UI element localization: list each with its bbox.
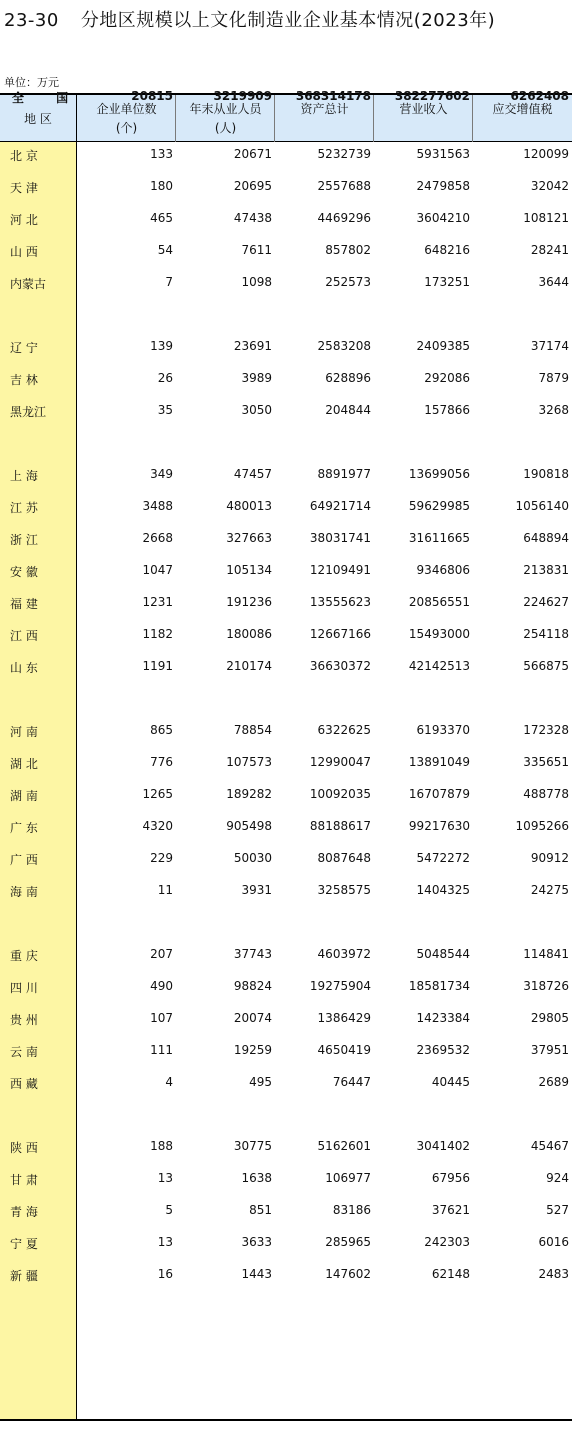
cell-c2: 23691: [233, 339, 272, 353]
cell-c3: 4469296: [317, 211, 371, 225]
cell-c3: 4650419: [317, 1043, 371, 1057]
national-total-row: [0, 86, 572, 108]
region-name: 宁 夏: [10, 1237, 38, 1251]
cell-c4: 37621: [431, 1203, 470, 1217]
region-name: 云 南: [10, 1045, 38, 1059]
cell-c5: 6016: [538, 1235, 569, 1249]
cell-c3: 19275904: [309, 979, 371, 993]
cell-c5: 527: [546, 1203, 569, 1217]
cell-c1: 16: [157, 1267, 173, 1281]
region-name: 海 南: [10, 885, 38, 899]
table-row: [0, 1136, 572, 1158]
region-name: 陕 西: [10, 1141, 38, 1155]
region-name: 吉 林: [10, 373, 38, 387]
cell-c4: 292086: [424, 371, 470, 385]
cell-c2: 78854: [233, 723, 272, 737]
cell-c4: 67956: [431, 1171, 470, 1185]
cell-c3: 6322625: [317, 723, 371, 737]
region-name: 重 庆: [10, 949, 38, 963]
cell-c3: 38031741: [309, 531, 371, 545]
cell-c3: 252573: [325, 275, 371, 289]
cell-c1: 1182: [142, 627, 173, 641]
cell-c4: 15493000: [408, 627, 470, 641]
table-row: [0, 1008, 572, 1030]
region-name: 江 苏: [10, 501, 38, 515]
cell-c1: 1231: [142, 595, 173, 609]
table-row: [0, 624, 572, 646]
table-row: [0, 240, 572, 262]
cell-c4: 3041402: [416, 1139, 470, 1153]
cell-c2: 20671: [233, 147, 272, 161]
region-name: 安 徽: [10, 565, 38, 579]
cell-c3: 76447: [332, 1075, 371, 1089]
cell-c2: 210174: [226, 659, 272, 673]
cell-c2: 47438: [233, 211, 272, 225]
cell-c4: 5048544: [416, 947, 470, 961]
cell-c4: 9346806: [416, 563, 470, 577]
table-row: [0, 496, 572, 518]
cell-c4: 13699056: [408, 467, 470, 481]
cell-c1: 865: [150, 723, 173, 737]
cell-c4: 5472272: [416, 851, 470, 865]
region-name: 新 疆: [10, 1269, 38, 1283]
cell-c2: 851: [249, 1203, 272, 1217]
cell-c3: 147602: [325, 1267, 371, 1281]
cell-c2: 107573: [226, 755, 272, 769]
cell-c3: 8891977: [317, 467, 371, 481]
region-name: 广 西: [10, 853, 38, 867]
cell-c1: 776: [150, 755, 173, 769]
table-row: [0, 336, 572, 358]
cell-c4: 157866: [424, 403, 470, 417]
cell-c4: 18581734: [408, 979, 470, 993]
cell-c4: 242303: [424, 1235, 470, 1249]
table-row: [0, 1232, 572, 1254]
cell-c2: 19259: [233, 1043, 272, 1057]
cell-c5: 924: [546, 1171, 569, 1185]
cell-c1: 5: [165, 1203, 173, 1217]
cell-c5: 90912: [530, 851, 569, 865]
table-number: 23-30: [4, 10, 59, 31]
cell-c4: 62148: [431, 1267, 470, 1281]
region-name: 上 海: [10, 469, 38, 483]
cell-c5: 335651: [523, 755, 569, 769]
cell-c5: 2483: [538, 1267, 569, 1281]
table-title-text: 分地区规模以上文化制造业企业基本情况(2023年): [80, 10, 496, 31]
cell-c3: 12990047: [309, 755, 371, 769]
cell-c5: 172328: [523, 723, 569, 737]
cell-c2: 20695: [233, 179, 272, 193]
cell-c1: 465: [150, 211, 173, 225]
cell-c2: 37743: [233, 947, 272, 961]
region-name: 江 西: [10, 629, 38, 643]
header-total-assets-label: 资产总计: [300, 102, 349, 116]
cell-c1: 349: [150, 467, 173, 481]
cell-c4: 16707879: [408, 787, 470, 801]
cell-c5: 566875: [523, 659, 569, 673]
cell-c3: 12667166: [309, 627, 371, 641]
cell-c3: 3258575: [317, 883, 371, 897]
cell-c2: 20074: [233, 1011, 272, 1025]
cell-c3: 628896: [325, 371, 371, 385]
cell-c1: 139: [150, 339, 173, 353]
region-name: 黑龙江: [10, 405, 47, 419]
cell-c1: 207: [150, 947, 173, 961]
region-name: 福 建: [10, 597, 38, 611]
region-name: 河 北: [10, 213, 38, 227]
cell-c3: 106977: [325, 1171, 371, 1185]
table-row: [0, 528, 572, 550]
table-row: [0, 1040, 572, 1062]
cell-c5: 120099: [523, 147, 569, 161]
region-name: 河 南: [10, 725, 38, 739]
cell-c3: 857802: [325, 243, 371, 257]
table-row: [0, 464, 572, 486]
table-row: [0, 976, 572, 998]
cell-c4: 40445: [431, 1075, 470, 1089]
cell-c1: 180: [150, 179, 173, 193]
cell-c2: 189282: [226, 787, 272, 801]
cell-c4: 1423384: [416, 1011, 470, 1025]
cell-c5: 45467: [530, 1139, 569, 1153]
table-row: [0, 848, 572, 870]
table-row: [0, 784, 572, 806]
region-name: 天 津: [10, 181, 38, 195]
cell-c5: 7879: [538, 371, 569, 385]
header-vat-payable-label: 应交增值税: [492, 102, 553, 116]
region-name: 四 川: [10, 981, 38, 995]
cell-c1: 11: [157, 883, 173, 897]
cell-c4: 20856551: [408, 595, 470, 609]
table-title: [4, 6, 495, 32]
cell-c1: 7: [165, 275, 173, 289]
cell-c3: 88188617: [309, 819, 371, 833]
table-row: [0, 720, 572, 742]
cell-c2: 3633: [241, 1235, 272, 1249]
cell-c4: 99217630: [408, 819, 470, 833]
cell-c4: 648216: [424, 243, 470, 257]
cell-c5: 254118: [523, 627, 569, 641]
cell-c3: 12109491: [309, 563, 371, 577]
cell-c3: 13555623: [309, 595, 371, 609]
table-row: [0, 1200, 572, 1222]
cell-c2: 3989: [241, 371, 272, 385]
region-name: 西 藏: [10, 1077, 38, 1091]
cell-c3: 36630372: [309, 659, 371, 673]
region-name: 全 国: [12, 91, 83, 105]
cell-c1: 107: [150, 1011, 173, 1025]
cell-c2: 327663: [226, 531, 272, 545]
table-row: [0, 1168, 572, 1190]
cell-c2: 495: [249, 1075, 272, 1089]
region-name: 广 东: [10, 821, 38, 835]
cell-c1: 3488: [142, 499, 173, 513]
cell-c4: 42142513: [408, 659, 470, 673]
region-name: 内蒙古: [10, 277, 47, 291]
cell-c3: 8087648: [317, 851, 371, 865]
cell-c1: 54: [157, 243, 173, 257]
cell-c1: 111: [150, 1043, 173, 1057]
cell-c5: 28241: [530, 243, 569, 257]
cell-c1: 20815: [131, 89, 173, 103]
cell-c1: 13: [157, 1171, 173, 1185]
cell-c1: 1047: [142, 563, 173, 577]
table-row: [0, 944, 572, 966]
cell-c5: 37951: [530, 1043, 569, 1057]
cell-c2: 191236: [226, 595, 272, 609]
cell-c4: 5931563: [416, 147, 470, 161]
header-employees-unit: (人): [214, 121, 237, 135]
cell-c5: 1056140: [515, 499, 569, 513]
cell-c3: 2583208: [317, 339, 371, 353]
cell-c2: 1443: [241, 1267, 272, 1281]
cell-c5: 1095266: [515, 819, 569, 833]
cell-c5: 114841: [523, 947, 569, 961]
table-row: [0, 560, 572, 582]
cell-c4: 6193370: [416, 723, 470, 737]
table-row: [0, 176, 572, 198]
cell-c1: 4320: [142, 819, 173, 833]
cell-c1: 2668: [142, 531, 173, 545]
region-column-background: [0, 142, 76, 1419]
cell-c3: 285965: [325, 1235, 371, 1249]
cell-c5: 213831: [523, 563, 569, 577]
unit-label: 单位：万元: [4, 76, 59, 89]
cell-c1: 490: [150, 979, 173, 993]
region-name: 甘 肃: [10, 1173, 38, 1187]
cell-c5: 2689: [538, 1075, 569, 1089]
region-name: 北 京: [10, 149, 38, 163]
cell-c5: 318726: [523, 979, 569, 993]
cell-c5: 3268: [538, 403, 569, 417]
table-row: [0, 144, 572, 166]
cell-c3: 10092035: [309, 787, 371, 801]
region-name: 湖 北: [10, 757, 38, 771]
cell-c4: 59629985: [408, 499, 470, 513]
table-row: [0, 816, 572, 838]
cell-c3: 204844: [325, 403, 371, 417]
table-row: [0, 752, 572, 774]
cell-c1: 188: [150, 1139, 173, 1153]
header-revenue-label: 营业收入: [399, 102, 448, 116]
cell-c3: 2557688: [317, 179, 371, 193]
table-row: [0, 400, 572, 422]
region-name: 贵 州: [10, 1013, 38, 1027]
cell-c1: 1265: [142, 787, 173, 801]
cell-c2: 1638: [241, 1171, 272, 1185]
cell-c5: 24275: [530, 883, 569, 897]
cell-c5: 37174: [530, 339, 569, 353]
table-row: [0, 272, 572, 294]
cell-c3: 1386429: [317, 1011, 371, 1025]
table-row: [0, 208, 572, 230]
cell-c4: 2479858: [416, 179, 470, 193]
cell-c3: 5232739: [317, 147, 371, 161]
region-name: 辽 宁: [10, 341, 38, 355]
header-enterprise-count-label: 企业单位数: [96, 102, 157, 116]
cell-c4: 3604210: [416, 211, 470, 225]
cell-c2: 3931: [241, 883, 272, 897]
cell-c1: 133: [150, 147, 173, 161]
cell-c1: 229: [150, 851, 173, 865]
cell-c5: 224627: [523, 595, 569, 609]
region-name: 浙 江: [10, 533, 38, 547]
cell-c3: 5162601: [317, 1139, 371, 1153]
cell-c3: 64921714: [309, 499, 371, 513]
region-name: 青 海: [10, 1205, 38, 1219]
cell-c4: 2369532: [416, 1043, 470, 1057]
cell-c5: 6262408: [510, 89, 569, 103]
cell-c2: 98824: [233, 979, 272, 993]
table-row: [0, 656, 572, 678]
cell-c2: 180086: [226, 627, 272, 641]
cell-c5: 190818: [523, 467, 569, 481]
cell-c4: 13891049: [408, 755, 470, 769]
cell-c2: 1098: [241, 275, 272, 289]
cell-c4: 382277602: [394, 89, 470, 103]
cell-c4: 2409385: [416, 339, 470, 353]
header-region: 地 区: [24, 111, 52, 126]
cell-c4: 1404325: [416, 883, 470, 897]
cell-c3: 4603972: [317, 947, 371, 961]
table-row: [0, 368, 572, 390]
cell-c2: 105134: [226, 563, 272, 577]
cell-c2: 3219909: [213, 89, 272, 103]
table-row: [0, 1072, 572, 1094]
cell-c5: 108121: [523, 211, 569, 225]
table-row: [0, 1264, 572, 1286]
cell-c1: 1191: [142, 659, 173, 673]
cell-c1: 4: [165, 1075, 173, 1089]
region-name: 湖 南: [10, 789, 38, 803]
cell-c4: 173251: [424, 275, 470, 289]
cell-c2: 7611: [241, 243, 272, 257]
cell-c5: 32042: [530, 179, 569, 193]
cell-c5: 29805: [530, 1011, 569, 1025]
cell-c5: 488778: [523, 787, 569, 801]
cell-c5: 3644: [538, 275, 569, 289]
data-table: [0, 89, 572, 1421]
cell-c4: 31611665: [408, 531, 470, 545]
table-row: [0, 592, 572, 614]
header-enterprise-count-unit: (个): [115, 121, 138, 135]
table-row: [0, 880, 572, 902]
cell-c2: 480013: [226, 499, 272, 513]
region-name: 山 西: [10, 245, 38, 259]
cell-c2: 47457: [233, 467, 272, 481]
region-name: 山 东: [10, 661, 38, 675]
cell-c2: 3050: [241, 403, 272, 417]
cell-c3: 83186: [332, 1203, 371, 1217]
cell-c1: 35: [157, 403, 173, 417]
cell-c1: 26: [157, 371, 173, 385]
cell-c2: 50030: [233, 851, 272, 865]
cell-c5: 648894: [523, 531, 569, 545]
cell-c2: 905498: [226, 819, 272, 833]
cell-c1: 13: [157, 1235, 173, 1249]
cell-c3: 368314178: [295, 89, 371, 103]
header-employees-label: 年末从业人员: [189, 102, 262, 116]
cell-c2: 30775: [233, 1139, 272, 1153]
